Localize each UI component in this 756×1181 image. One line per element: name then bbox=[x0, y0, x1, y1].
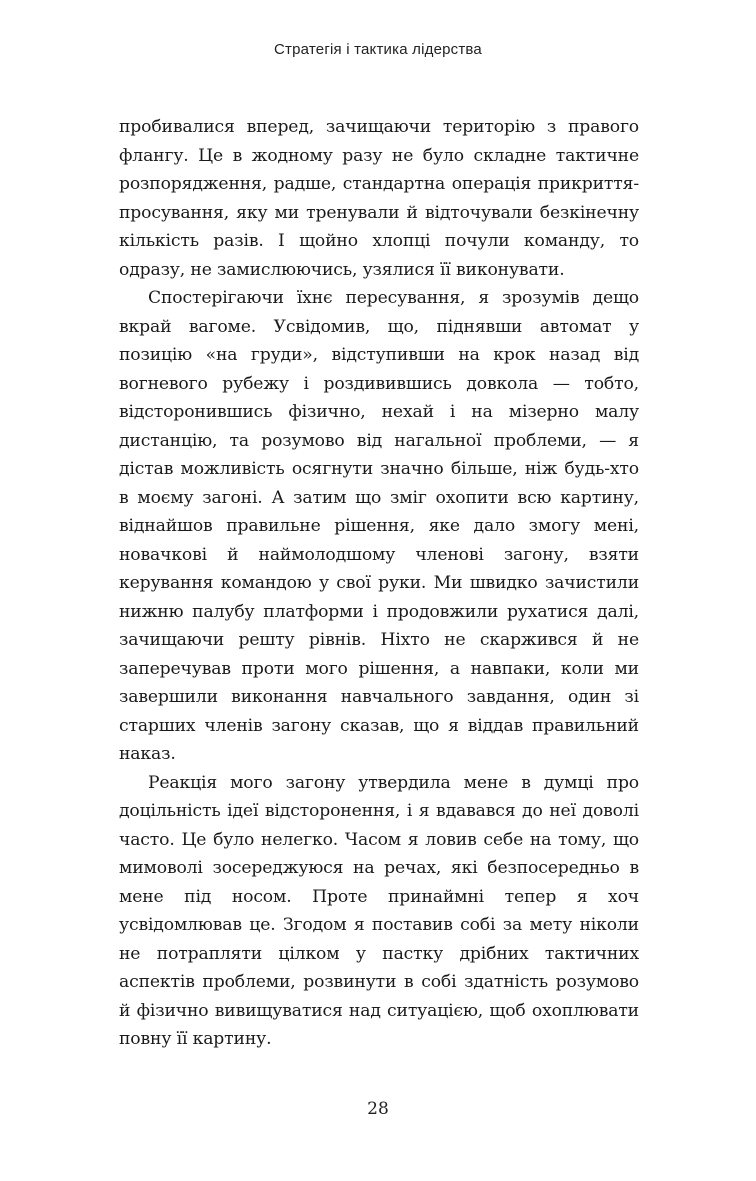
paragraph: Спостерігаючи їхнє пересування, я зрозумів дещо вкрай вагоме. Усвідомив, що, піднявши автомат у позицію «на груди», відступивши на крок назад від вогневого рубежу і роздивившись довкола — тобто, відсторонившись фізично, нехай і на мізерно малу дистанцію, та розумово від нагальної проблеми, — я дістав можливість осягнути значно більше, ніж будь-хто в моєму загоні. А затим що зміг охопити всю картину, віднайшов правильне рішення, яке дало змогу мені, новачкові й наймолодшому членові загону, взяти керування командою у свої руки. Ми швидко зачистили нижню палубу платформи і продовжили рухатися далі, зачищаючи решту рівнів. Ніхто не скаржився й не заперечував проти мого рішення, а навпаки, коли ми завершили виконання навчального завдання, один зі старших членів загону сказав, що я віддав правильний наказ. bbox=[119, 288, 639, 764]
paragraph: Реакція мого загону утвердила мене в думці про доцільність ідеї відсторонення, і я вдавався до неї доволі часто. Це було нелегко. Часом я ловив себе на тому, що мимоволі зосереджуюся на речах, які безпосередньо в мене під носом. Проте принаймні тепер я хоч усвідомлював це. Згодом я поставив собі за мету ніколи не потрапляти цілком у пастку дрібних тактичних аспектів проблеми, розвинути в собі здатність розумово й фізично вивищуватися над ситуацією, щоб охоплювати повну її картину. bbox=[119, 772, 639, 1049]
running-head: Стратегія і тактика лідерства bbox=[274, 41, 482, 58]
page-number: 28 bbox=[367, 1099, 389, 1119]
body-text bbox=[119, 113, 639, 1054]
paragraph: пробивалися вперед, зачищаючи територію з правого флангу. Це в жодному разу не було складне тактичне розпорядження, радше, стандартна операція прикриття-просування, яку ми тренували й відточували безкінечну кількість разів. І щойно хлопці почули команду, то одразу, не замислюючись, узялися її виконувати. bbox=[119, 117, 639, 280]
